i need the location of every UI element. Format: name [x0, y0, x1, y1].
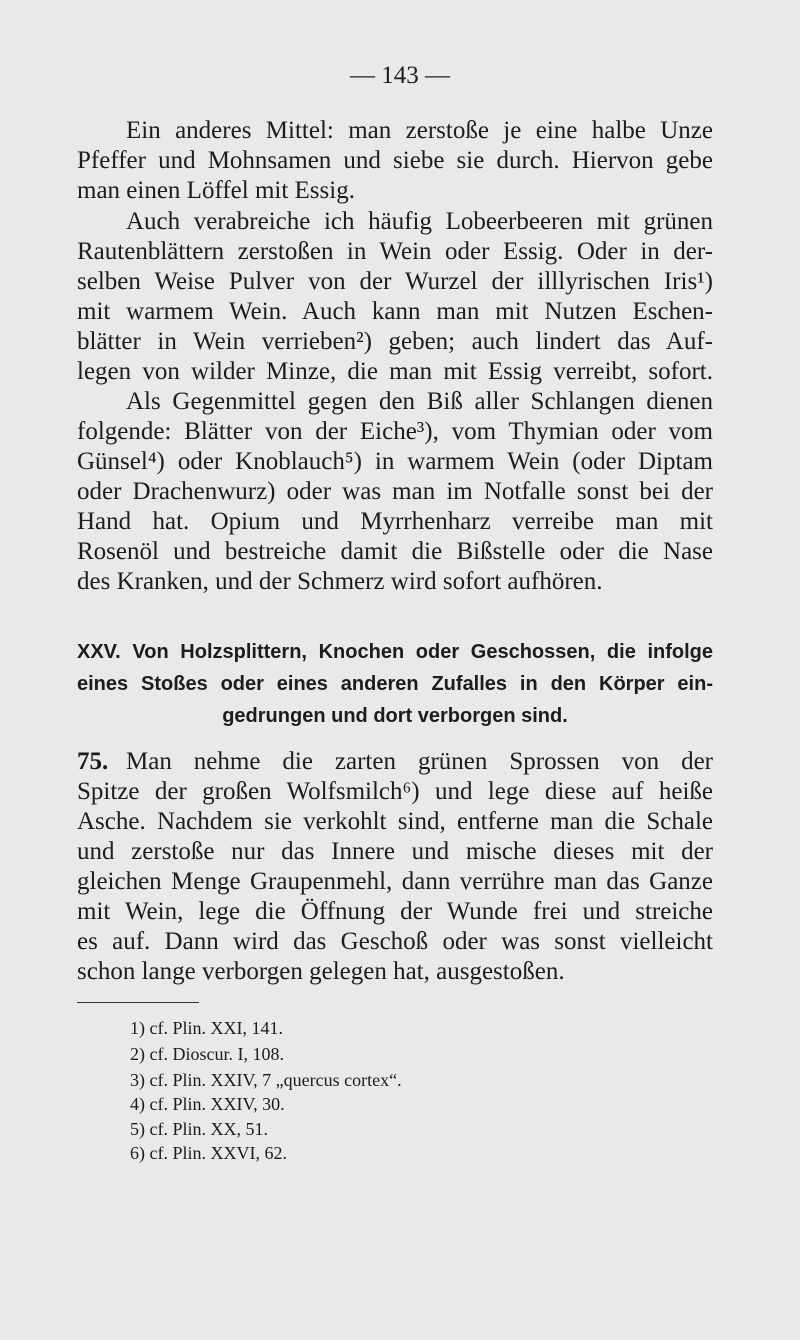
text-line: des Kranken, und der Schmerz wird sofort aufhören. [77, 568, 603, 595]
text-line: gleichen Menge Graupenmehl, dann verrühre man das Ganze [77, 868, 713, 895]
text-line: Auch verabreiche ich häufig Lobeerbeeren mit grünen [126, 208, 713, 235]
paragraph-number: 75. [77, 748, 109, 775]
text-line: schon lange verborgen gelegen hat, ausgestoßen. [77, 958, 565, 985]
text-line: Hand hat. Opium und Myrrhenharz verreibe man mit [77, 508, 713, 535]
text-line: legen von wilder Minze, die man mit Essig verreibt, sofort. [77, 358, 713, 385]
text-line: oder Drachenwurz) oder was man im Notfalle sonst bei der [77, 478, 713, 505]
text-line: und zerstoße nur das Innere und mische dieses mit der [77, 838, 713, 865]
text-line: Als Gegenmittel gegen den Biß aller Schlangen dienen [126, 388, 713, 415]
text-line: es auf. Dann wird das Geschoß oder was sonst vielleicht [77, 928, 713, 955]
text-line: Pfeffer und Mohnsamen und siebe sie durch. Hiervon gebe [77, 147, 713, 174]
text-line: Rosenöl und bestreiche damit die Bißstelle oder die Nase [77, 538, 713, 565]
text-line: Spitze der großen Wolfsmilch⁶) und lege diese auf heiße [77, 778, 713, 805]
section-heading: XXV. Von Holzsplittern, Knochen oder Geschossen, die infolge [77, 641, 713, 663]
text-line: selben Weise Pulver von der Wurzel der illlyrischen Iris¹) [77, 268, 713, 295]
section-heading: eines Stoßes oder eines anderen Zufalles in den Körper ein- [77, 673, 713, 695]
footnote-separator [77, 1002, 199, 1003]
page-number: — 143 — [350, 62, 450, 89]
text-line: folgende: Blätter von der Eiche³), vom Thymian oder vom [77, 418, 713, 445]
text-line: Ein anderes Mittel: man zerstoße je eine halbe Unze [126, 117, 713, 144]
footnote: 5) cf. Plin. XX, 51. [130, 1119, 268, 1139]
text-line: Man nehme die zarten grünen Sprossen von der [126, 748, 713, 775]
text-line: mit Wein, lege die Öffnung der Wunde frei und streiche [77, 898, 713, 925]
text-line: Günsel⁴) oder Knoblauch⁵) in warmem Wein (oder Diptam [77, 448, 713, 475]
footnote: 1) cf. Plin. XXI, 141. [130, 1018, 283, 1038]
footnote: 3) cf. Plin. XXIV, 7 „quercus cortex“. [130, 1070, 402, 1090]
text-line: Rautenblättern zerstoßen in Wein oder Essig. Oder in der- [77, 238, 713, 265]
footnote: 6) cf. Plin. XXVI, 62. [130, 1143, 287, 1163]
text-line: mit warmem Wein. Auch kann man mit Nutzen Eschen- [77, 298, 713, 325]
section-heading: gedrungen und dort verborgen sind. [222, 705, 568, 727]
text-line: Asche. Nachdem sie verkohlt sind, entferne man die Schale [77, 808, 713, 835]
footnote: 2) cf. Dioscur. I, 108. [130, 1044, 284, 1064]
text-line: blätter in Wein verrieben²) geben; auch lindert das Auf- [77, 328, 713, 355]
footnote: 4) cf. Plin. XXIV, 30. [130, 1094, 285, 1114]
text-line: man einen Löffel mit Essig. [77, 177, 355, 204]
